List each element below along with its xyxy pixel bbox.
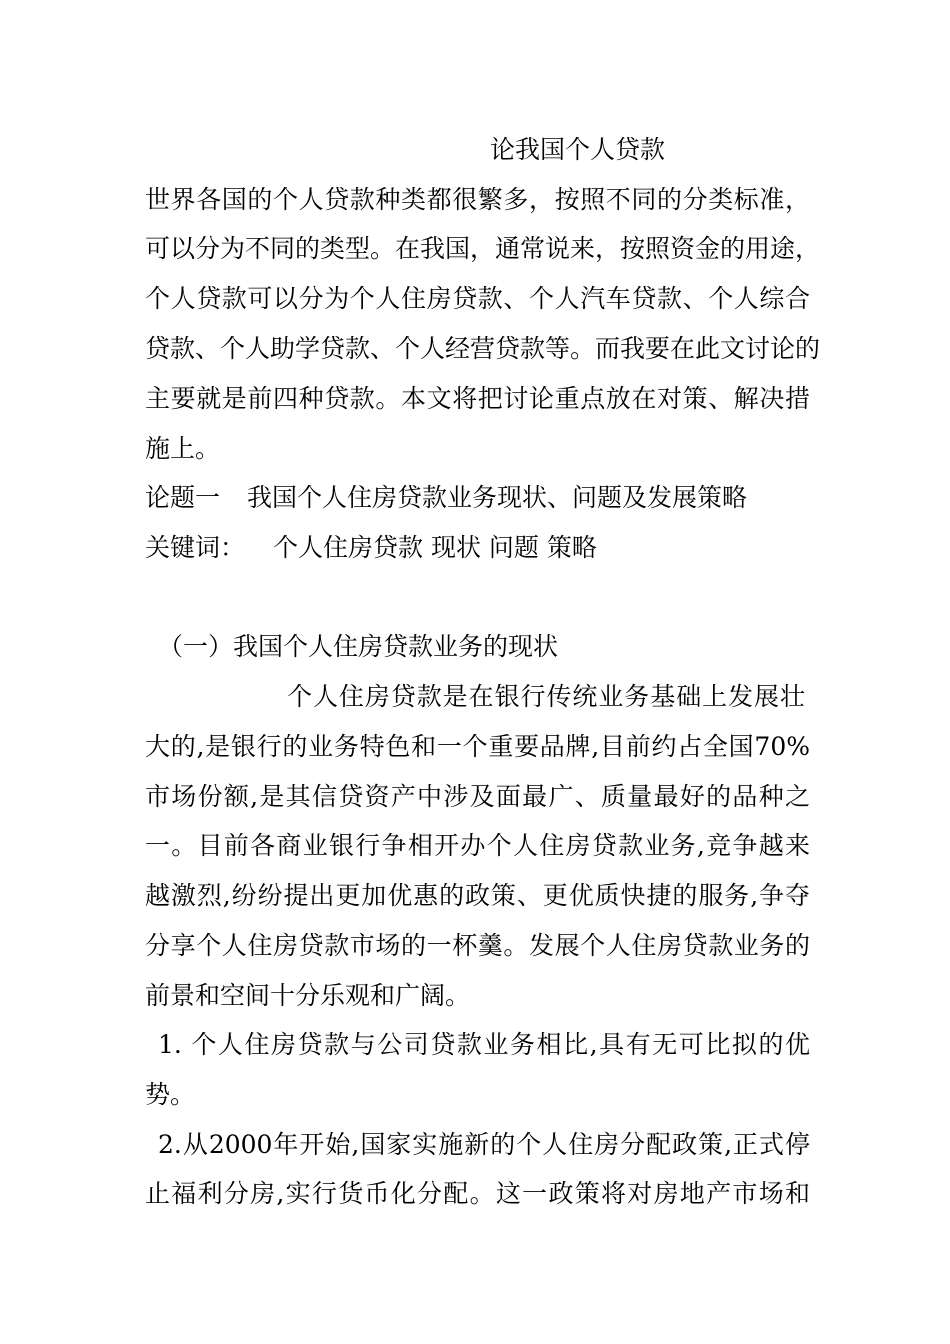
- intro-line: 世界各国的个人贷款种类都很繁多，按照不同的分类标准，: [145, 185, 810, 214]
- numbered-point-line: 止福利分房,实行货币化分配。这一政策将对房地产市场和: [145, 1179, 810, 1208]
- paragraph-line: 个人住房贷款是在银行传统业务基础上发展壮: [287, 682, 805, 711]
- intro-line: 贷款、个人助学贷款、个人经营贷款等。而我要在此文讨论的: [145, 334, 821, 363]
- keywords-text: 个人住房贷款 现状 问题 策略: [273, 533, 597, 562]
- keywords-label: 关键词：: [145, 533, 246, 562]
- numbered-point-line: 2.从2000年开始,国家实施新的个人住房分配政策,正式停: [158, 1130, 810, 1159]
- intro-line: 个人贷款可以分为个人住房贷款、个人汽车贷款、个人综合: [145, 284, 810, 313]
- intro-line: 施上。: [145, 434, 221, 463]
- paragraph-line: 一。目前各商业银行争相开办个人住房贷款业务,竞争越来: [145, 831, 810, 860]
- paragraph-line: 前景和空间十分乐观和广阔。: [145, 981, 471, 1010]
- topic-text: 我国个人住房贷款业务现状、问题及发展策略: [247, 483, 748, 512]
- intro-line: 主要就是前四种贷款。本文将把讨论重点放在对策、解决措: [145, 384, 810, 413]
- section-heading: （一）我国个人住房贷款业务的现状: [158, 632, 559, 661]
- paragraph-line: 越激烈,纷纷提出更加优惠的政策、更优质快捷的服务,争夺: [145, 881, 810, 910]
- intro-line: 可以分为不同的类型。在我国，通常说来，按照资金的用途，: [145, 234, 821, 263]
- paragraph-line: 分享个人住房贷款市场的一杯羹。发展个人住房贷款业务的: [145, 931, 810, 960]
- document-title: 论我国个人贷款: [490, 135, 666, 164]
- topic-line: [145, 481, 810, 515]
- numbered-point-line: 势。: [145, 1080, 196, 1109]
- topic-label: 论题一: [145, 483, 221, 512]
- keywords-line: [145, 531, 810, 565]
- paragraph-line: 市场份额,是其信贷资产中涉及面最广、质量最好的品种之: [145, 782, 810, 811]
- paragraph-line: 大的,是银行的业务特色和一个重要品牌,目前约占全国70%: [145, 732, 810, 761]
- numbered-point-line: 1. 个人住房贷款与公司贷款业务相比,具有无可比拟的优: [158, 1030, 810, 1059]
